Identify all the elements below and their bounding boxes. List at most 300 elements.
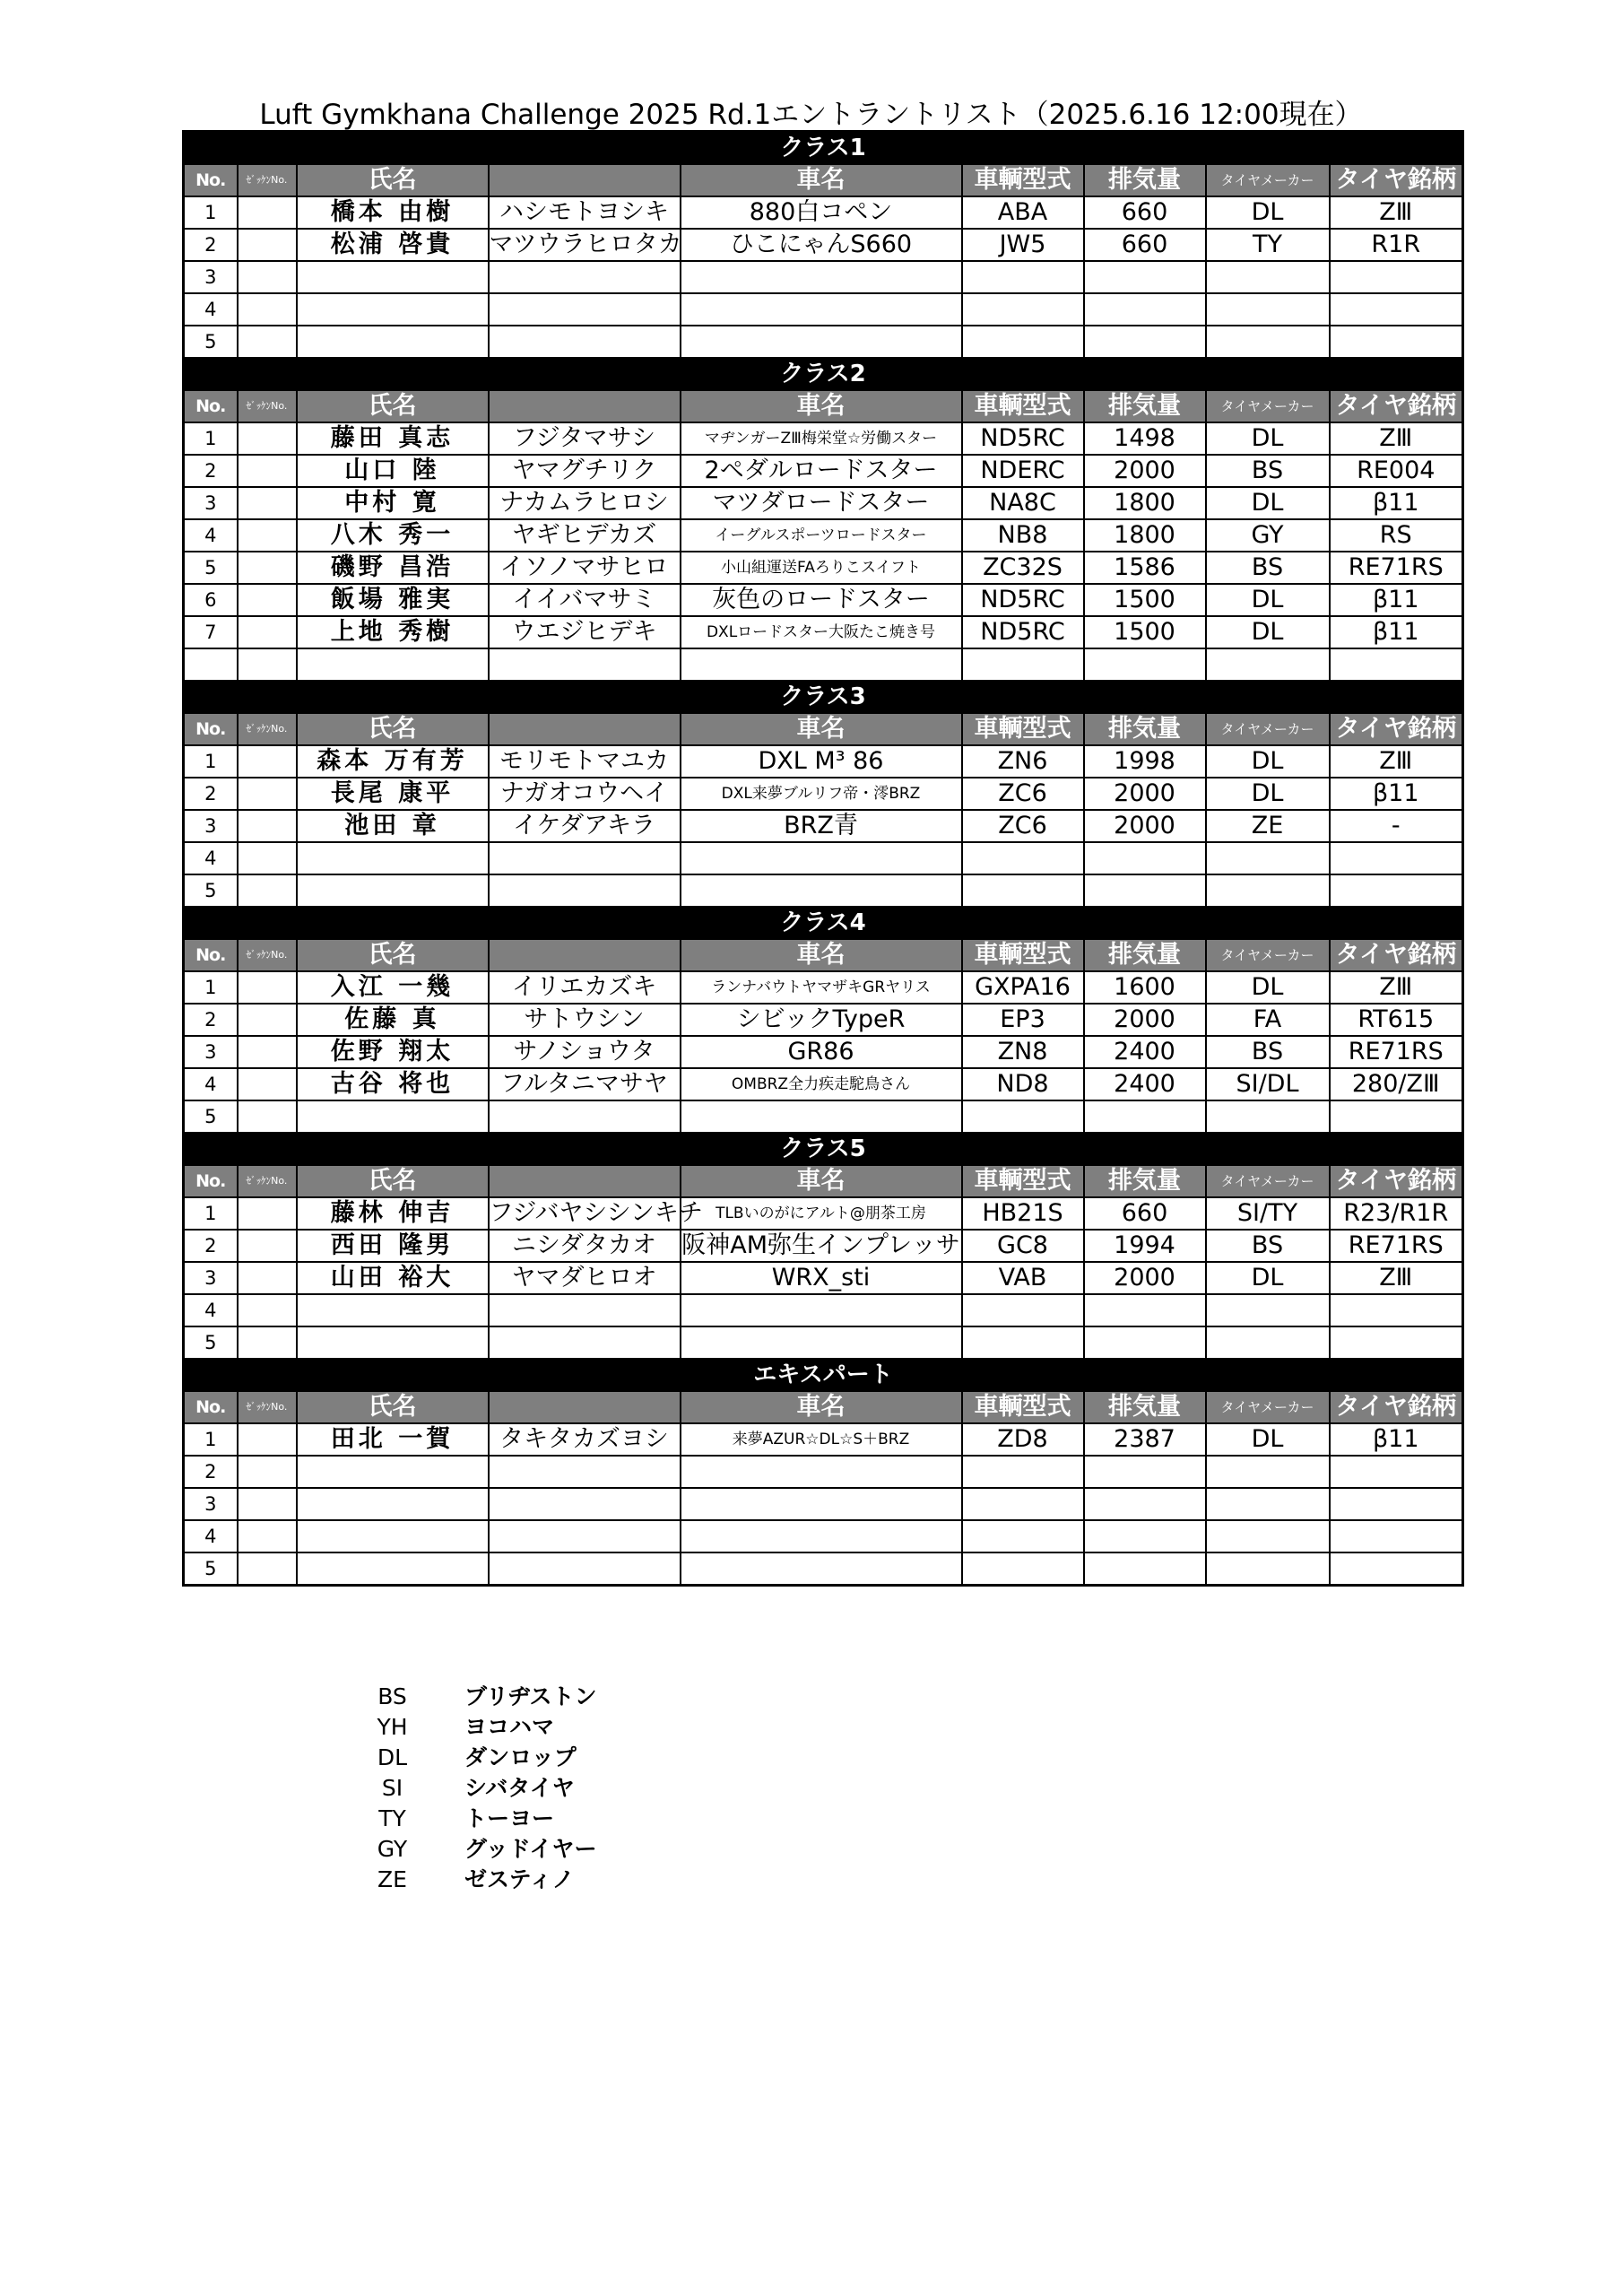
driver-kana xyxy=(489,1552,681,1586)
car-model xyxy=(962,1520,1084,1552)
table-row xyxy=(184,229,1463,261)
bib-number xyxy=(238,1326,297,1359)
car-model xyxy=(962,1456,1084,1488)
bib-number xyxy=(238,293,297,326)
tire-brand xyxy=(1330,1552,1463,1586)
driver-name: 橋本 由樹 xyxy=(297,196,489,229)
col-header-displacement: 排気量 xyxy=(1084,1391,1206,1423)
table-row xyxy=(184,1488,1463,1520)
car-name: 来夢AZUR☆DL☆S＋BRZ xyxy=(681,1423,962,1456)
car-model: ZC6 xyxy=(962,810,1084,842)
tire-maker: DL xyxy=(1206,422,1330,455)
entry-no: 3 xyxy=(184,1262,238,1294)
driver-kana: イソノマサヒロ xyxy=(489,552,681,584)
displacement: 1498 xyxy=(1084,422,1206,455)
tire-maker xyxy=(1206,293,1330,326)
tire-brand xyxy=(1330,648,1463,681)
entry-no: 7 xyxy=(184,616,238,648)
bib-number xyxy=(238,745,297,778)
driver-name xyxy=(297,1294,489,1326)
driver-kana: ヤマダヒロオ xyxy=(489,1262,681,1294)
class-header-row xyxy=(184,1359,1463,1391)
driver-name: 八木 秀一 xyxy=(297,519,489,552)
table-row xyxy=(184,778,1463,810)
driver-name xyxy=(297,1552,489,1586)
table-row xyxy=(184,1230,1463,1262)
driver-kana xyxy=(489,648,681,681)
car-name xyxy=(681,293,962,326)
displacement xyxy=(1084,1326,1206,1359)
bib-number xyxy=(238,326,297,358)
car-name xyxy=(681,1294,962,1326)
entry-no: 4 xyxy=(184,1068,238,1100)
tire-brand xyxy=(1330,1520,1463,1552)
entry-no: 4 xyxy=(184,519,238,552)
col-header-kana xyxy=(489,939,681,971)
tire-brand: RE71RS xyxy=(1330,1036,1463,1068)
displacement: 1586 xyxy=(1084,552,1206,584)
col-header-name: 氏名 xyxy=(297,164,489,196)
entry-no xyxy=(184,648,238,681)
driver-name xyxy=(297,1326,489,1359)
class-title: クラス3 xyxy=(184,681,1463,713)
car-name: 880白コペン xyxy=(681,196,962,229)
displacement: 1998 xyxy=(1084,745,1206,778)
car-name: マヂンガーZⅢ梅栄堂☆労働スター xyxy=(681,422,962,455)
entry-no: 2 xyxy=(184,455,238,487)
car-model: ABA xyxy=(962,196,1084,229)
car-name xyxy=(681,261,962,293)
table-row xyxy=(184,1326,1463,1359)
col-header-model: 車輌型式 xyxy=(962,1165,1084,1197)
col-header-no: No. xyxy=(184,1391,238,1423)
displacement xyxy=(1084,1100,1206,1133)
driver-kana: マツウラヒロタカ xyxy=(489,229,681,261)
tire-maker: FA xyxy=(1206,1004,1330,1036)
col-header-tire-brand: タイヤ銘柄 xyxy=(1330,939,1463,971)
tire-brand: RT615 xyxy=(1330,1004,1463,1036)
car-model: EP3 xyxy=(962,1004,1084,1036)
tire-brand: ZⅢ xyxy=(1330,971,1463,1004)
tire-maker: DL xyxy=(1206,487,1330,519)
entry-no: 2 xyxy=(184,1230,238,1262)
bib-number xyxy=(238,261,297,293)
bib-number xyxy=(238,487,297,519)
col-header-name: 氏名 xyxy=(297,390,489,422)
driver-name: 入江 一幾 xyxy=(297,971,489,1004)
tire-brand xyxy=(1330,261,1463,293)
car-model xyxy=(962,874,1084,907)
col-header-bib: ｾﾞｯｹﾝNo. xyxy=(238,1391,297,1423)
tire-maker: DL xyxy=(1206,745,1330,778)
driver-kana: サトウシン xyxy=(489,1004,681,1036)
displacement xyxy=(1084,1456,1206,1488)
table-row xyxy=(184,1456,1463,1488)
car-name xyxy=(681,1520,962,1552)
car-name: DXL来夢ブルリフ帝・澪BRZ xyxy=(681,778,962,810)
legend-code: DL xyxy=(377,1744,408,1770)
displacement: 2000 xyxy=(1084,455,1206,487)
displacement: 660 xyxy=(1084,196,1206,229)
bib-number xyxy=(238,778,297,810)
tire-brand: β11 xyxy=(1330,778,1463,810)
col-header-model: 車輌型式 xyxy=(962,939,1084,971)
entry-no: 2 xyxy=(184,1456,238,1488)
displacement: 1500 xyxy=(1084,616,1206,648)
bib-number xyxy=(238,1456,297,1488)
col-header-no: No. xyxy=(184,164,238,196)
table-row xyxy=(184,261,1463,293)
car-name: 小山組運送FAろりこスイフト xyxy=(681,552,962,584)
bib-number xyxy=(238,1423,297,1456)
driver-kana xyxy=(489,1326,681,1359)
tire-brand xyxy=(1330,874,1463,907)
table-row xyxy=(184,971,1463,1004)
col-header-kana xyxy=(489,713,681,745)
col-header-car: 車名 xyxy=(681,1391,962,1423)
driver-kana xyxy=(489,842,681,874)
class-header-row xyxy=(184,358,1463,390)
table-row xyxy=(184,616,1463,648)
legend-code: BS xyxy=(377,1683,407,1709)
col-header-car: 車名 xyxy=(681,164,962,196)
driver-name xyxy=(297,1520,489,1552)
legend-code: YH xyxy=(377,1714,408,1740)
driver-kana: フルタニマサヤ xyxy=(489,1068,681,1100)
entry-no: 4 xyxy=(184,1294,238,1326)
car-model xyxy=(962,293,1084,326)
entrant-table xyxy=(182,130,1464,1587)
tire-maker-legend xyxy=(345,1682,597,1895)
col-header-no: No. xyxy=(184,713,238,745)
col-header-bib: ｾﾞｯｹﾝNo. xyxy=(238,939,297,971)
displacement xyxy=(1084,261,1206,293)
tire-brand: - xyxy=(1330,810,1463,842)
car-model: GC8 xyxy=(962,1230,1084,1262)
car-model: ND8 xyxy=(962,1068,1084,1100)
tire-maker: ZE xyxy=(1206,810,1330,842)
table-row xyxy=(184,519,1463,552)
car-name: 2ペダルロードスター xyxy=(681,455,962,487)
displacement: 2000 xyxy=(1084,778,1206,810)
table-row xyxy=(184,810,1463,842)
bib-number xyxy=(238,519,297,552)
table-row xyxy=(184,293,1463,326)
tire-brand xyxy=(1330,842,1463,874)
car-model: ZD8 xyxy=(962,1423,1084,1456)
driver-kana: イリエカズキ xyxy=(489,971,681,1004)
driver-kana: ヤギヒデカズ xyxy=(489,519,681,552)
driver-name: 池田 章 xyxy=(297,810,489,842)
entry-no: 5 xyxy=(184,552,238,584)
car-model: VAB xyxy=(962,1262,1084,1294)
tire-brand xyxy=(1330,1488,1463,1520)
tire-maker: BS xyxy=(1206,1036,1330,1068)
car-name xyxy=(681,842,962,874)
car-model xyxy=(962,842,1084,874)
entry-no: 5 xyxy=(184,1326,238,1359)
tire-maker: DL xyxy=(1206,1423,1330,1456)
entry-no: 5 xyxy=(184,326,238,358)
table-row xyxy=(184,745,1463,778)
driver-kana: ナカムラヒロシ xyxy=(489,487,681,519)
tire-maker xyxy=(1206,842,1330,874)
displacement xyxy=(1084,326,1206,358)
entry-no: 1 xyxy=(184,1197,238,1230)
displacement: 2400 xyxy=(1084,1036,1206,1068)
displacement: 1600 xyxy=(1084,971,1206,1004)
bib-number xyxy=(238,584,297,616)
tire-brand: β11 xyxy=(1330,616,1463,648)
car-model: ZN6 xyxy=(962,745,1084,778)
tire-brand: β11 xyxy=(1330,1423,1463,1456)
column-header-row xyxy=(184,939,1463,971)
driver-name: 磯野 昌浩 xyxy=(297,552,489,584)
tire-maker: DL xyxy=(1206,616,1330,648)
tire-brand: ZⅢ xyxy=(1330,422,1463,455)
driver-name: 森本 万有芳 xyxy=(297,745,489,778)
tire-maker xyxy=(1206,874,1330,907)
bib-number xyxy=(238,842,297,874)
page-title: Luft Gymkhana Challenge 2025 Rd.1エントラントリスト（2025.6.16 12:00現在） xyxy=(259,99,1363,131)
class-title: クラス2 xyxy=(184,358,1463,390)
tire-brand: ZⅢ xyxy=(1330,1262,1463,1294)
class-header-row xyxy=(184,1133,1463,1165)
car-name: DXLロードスター大阪たこ焼き号 xyxy=(681,616,962,648)
driver-name: 西田 隆男 xyxy=(297,1230,489,1262)
col-header-tire-maker: タイヤメーカー xyxy=(1206,1165,1330,1197)
bib-number xyxy=(238,810,297,842)
table-row xyxy=(184,1036,1463,1068)
entry-no: 6 xyxy=(184,584,238,616)
displacement: 660 xyxy=(1084,229,1206,261)
driver-kana xyxy=(489,1520,681,1552)
bib-number xyxy=(238,1294,297,1326)
col-header-name: 氏名 xyxy=(297,1165,489,1197)
car-name: イーグルスポーツロードスター xyxy=(681,519,962,552)
driver-name xyxy=(297,842,489,874)
col-header-kana xyxy=(489,164,681,196)
table-row xyxy=(184,1423,1463,1456)
legend-maker: ヨコハマ xyxy=(464,1714,555,1740)
driver-name xyxy=(297,326,489,358)
col-header-bib: ｾﾞｯｹﾝNo. xyxy=(238,1165,297,1197)
tire-brand xyxy=(1330,1100,1463,1133)
class-header-row xyxy=(184,907,1463,939)
car-model xyxy=(962,1294,1084,1326)
tire-maker: GY xyxy=(1206,519,1330,552)
col-header-bib: ｾﾞｯｹﾝNo. xyxy=(238,390,297,422)
col-header-tire-brand: タイヤ銘柄 xyxy=(1330,164,1463,196)
car-model: JW5 xyxy=(962,229,1084,261)
entry-no: 5 xyxy=(184,1100,238,1133)
tire-maker: BS xyxy=(1206,1230,1330,1262)
col-header-displacement: 排気量 xyxy=(1084,390,1206,422)
driver-name xyxy=(297,1456,489,1488)
tire-maker xyxy=(1206,1326,1330,1359)
entry-no: 1 xyxy=(184,196,238,229)
displacement xyxy=(1084,842,1206,874)
displacement xyxy=(1084,648,1206,681)
car-name: GR86 xyxy=(681,1036,962,1068)
car-model: ND5RC xyxy=(962,422,1084,455)
entry-no: 4 xyxy=(184,842,238,874)
col-header-kana xyxy=(489,1165,681,1197)
tire-maker: SI/TY xyxy=(1206,1197,1330,1230)
car-name: ランナバウトヤマザキGRヤリス xyxy=(681,971,962,1004)
class-title: クラス1 xyxy=(184,132,1463,165)
car-name: BRZ青 xyxy=(681,810,962,842)
table-row xyxy=(184,842,1463,874)
displacement: 2000 xyxy=(1084,810,1206,842)
car-name: TLBいのがにアルト@朋茶工房 xyxy=(681,1197,962,1230)
tire-brand xyxy=(1330,293,1463,326)
col-header-name: 氏名 xyxy=(297,1391,489,1423)
tire-maker: DL xyxy=(1206,1262,1330,1294)
class-title: クラス4 xyxy=(184,907,1463,939)
driver-kana: フジタマサシ xyxy=(489,422,681,455)
driver-name xyxy=(297,293,489,326)
col-header-displacement: 排気量 xyxy=(1084,713,1206,745)
col-header-tire-maker: タイヤメーカー xyxy=(1206,164,1330,196)
displacement xyxy=(1084,1294,1206,1326)
car-model: GXPA16 xyxy=(962,971,1084,1004)
driver-kana xyxy=(489,1488,681,1520)
driver-name: 長尾 康平 xyxy=(297,778,489,810)
displacement xyxy=(1084,1488,1206,1520)
displacement: 2000 xyxy=(1084,1262,1206,1294)
legend-row xyxy=(345,1743,597,1773)
car-model: ND5RC xyxy=(962,616,1084,648)
tire-brand: RE71RS xyxy=(1330,552,1463,584)
driver-kana xyxy=(489,1100,681,1133)
bib-number xyxy=(238,971,297,1004)
tire-maker xyxy=(1206,648,1330,681)
entry-no: 1 xyxy=(184,1423,238,1456)
legend-code: TY xyxy=(378,1805,406,1831)
driver-kana: ニシダタカオ xyxy=(489,1230,681,1262)
bib-number xyxy=(238,552,297,584)
driver-kana: ウエジヒデキ xyxy=(489,616,681,648)
car-name xyxy=(681,648,962,681)
entry-no: 3 xyxy=(184,487,238,519)
car-name: OMBRZ全力疾走駝鳥さん xyxy=(681,1068,962,1100)
col-header-tire-maker: タイヤメーカー xyxy=(1206,390,1330,422)
entry-no: 1 xyxy=(184,971,238,1004)
col-header-kana xyxy=(489,1391,681,1423)
bib-number xyxy=(238,1262,297,1294)
table-row xyxy=(184,648,1463,681)
entry-no: 2 xyxy=(184,778,238,810)
displacement xyxy=(1084,1552,1206,1586)
legend-row xyxy=(345,1682,597,1712)
legend-row xyxy=(345,1865,597,1895)
car-model: ZC32S xyxy=(962,552,1084,584)
displacement: 1500 xyxy=(1084,584,1206,616)
tire-maker: SI/DL xyxy=(1206,1068,1330,1100)
displacement: 660 xyxy=(1084,1197,1206,1230)
driver-name: 藤林 伸吉 xyxy=(297,1197,489,1230)
table-row xyxy=(184,455,1463,487)
class-title: エキスパート xyxy=(184,1359,1463,1391)
driver-name xyxy=(297,648,489,681)
bib-number xyxy=(238,1100,297,1133)
bib-number xyxy=(238,1197,297,1230)
tire-brand xyxy=(1330,1326,1463,1359)
bib-number xyxy=(238,1230,297,1262)
entry-no: 3 xyxy=(184,1036,238,1068)
driver-kana: サノショウタ xyxy=(489,1036,681,1068)
entry-no: 1 xyxy=(184,745,238,778)
class-header-row xyxy=(184,132,1463,165)
tire-brand xyxy=(1330,326,1463,358)
car-name xyxy=(681,1100,962,1133)
table-row xyxy=(184,1004,1463,1036)
driver-name: 田北 一賀 xyxy=(297,1423,489,1456)
col-header-model: 車輌型式 xyxy=(962,713,1084,745)
legend-code: ZE xyxy=(377,1866,407,1892)
legend-maker: ダンロップ xyxy=(464,1744,577,1770)
table-row xyxy=(184,196,1463,229)
table-row xyxy=(184,1262,1463,1294)
driver-kana: イケダアキラ xyxy=(489,810,681,842)
bib-number xyxy=(238,1036,297,1068)
tire-maker: DL xyxy=(1206,196,1330,229)
legend-maker: グッドイヤー xyxy=(464,1836,597,1862)
col-header-name: 氏名 xyxy=(297,939,489,971)
tire-brand xyxy=(1330,1294,1463,1326)
col-header-tire-maker: タイヤメーカー xyxy=(1206,713,1330,745)
car-model xyxy=(962,261,1084,293)
legend-row xyxy=(345,1834,597,1865)
col-header-kana xyxy=(489,390,681,422)
bib-number xyxy=(238,648,297,681)
tire-maker xyxy=(1206,1488,1330,1520)
table-row xyxy=(184,422,1463,455)
tire-brand: β11 xyxy=(1330,487,1463,519)
tire-maker: DL xyxy=(1206,584,1330,616)
driver-name xyxy=(297,1100,489,1133)
legend-row xyxy=(345,1773,597,1804)
car-model xyxy=(962,1488,1084,1520)
entry-no: 5 xyxy=(184,1552,238,1586)
col-header-no: No. xyxy=(184,390,238,422)
column-header-row xyxy=(184,164,1463,196)
col-header-car: 車名 xyxy=(681,713,962,745)
col-header-tire-maker: タイヤメーカー xyxy=(1206,1391,1330,1423)
driver-kana xyxy=(489,874,681,907)
table-row xyxy=(184,1197,1463,1230)
tire-brand xyxy=(1330,1456,1463,1488)
displacement xyxy=(1084,293,1206,326)
bib-number xyxy=(238,874,297,907)
driver-kana: タキタカズヨシ xyxy=(489,1423,681,1456)
displacement: 1800 xyxy=(1084,487,1206,519)
driver-name xyxy=(297,1488,489,1520)
driver-kana: モリモトマユカ xyxy=(489,745,681,778)
driver-name: 飯場 雅実 xyxy=(297,584,489,616)
driver-kana: ハシモトヨシキ xyxy=(489,196,681,229)
car-model xyxy=(962,1326,1084,1359)
car-model: ZN8 xyxy=(962,1036,1084,1068)
col-header-displacement: 排気量 xyxy=(1084,164,1206,196)
bib-number xyxy=(238,1488,297,1520)
legend-row xyxy=(345,1712,597,1743)
driver-kana xyxy=(489,1294,681,1326)
car-model xyxy=(962,1100,1084,1133)
col-header-car: 車名 xyxy=(681,1165,962,1197)
bib-number xyxy=(238,422,297,455)
